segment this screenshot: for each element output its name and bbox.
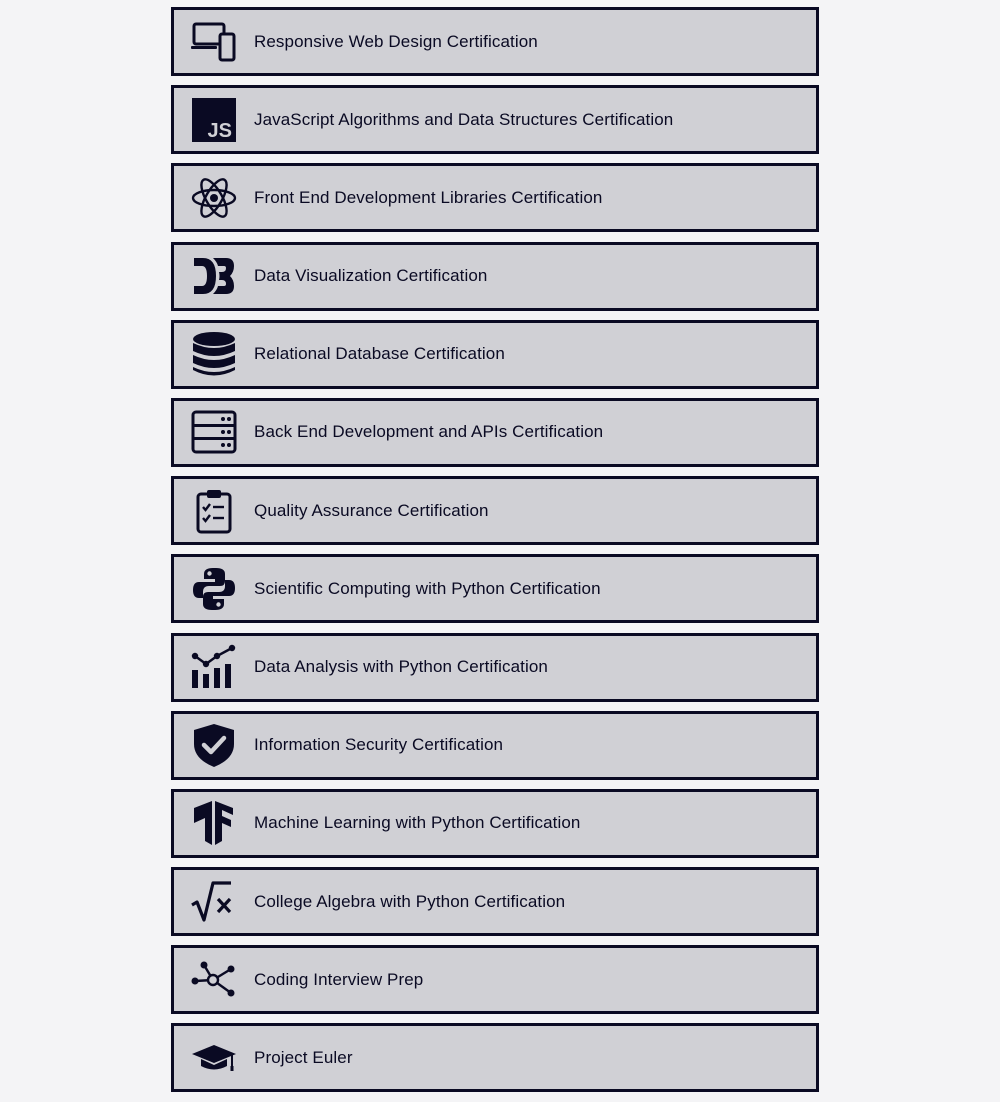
cert-label: Information Security Certification <box>254 735 504 755</box>
tensorflow-icon <box>191 800 237 846</box>
cert-label: JavaScript Algorithms and Data Structures Certification <box>254 109 674 129</box>
cert-label: Coding Interview Prep <box>254 969 424 989</box>
javascript-icon <box>191 97 237 143</box>
square-root-icon <box>191 879 237 925</box>
cert-scientific-computing-python-button[interactable] <box>171 554 819 623</box>
certification-list <box>171 7 819 1102</box>
cert-information-security-button[interactable] <box>171 711 819 780</box>
cert-back-end-apis-button[interactable] <box>171 398 819 467</box>
cert-college-algebra-python-button[interactable] <box>171 867 819 936</box>
project-euler-button[interactable] <box>171 1023 819 1092</box>
cert-quality-assurance-button[interactable] <box>171 476 819 545</box>
algorithm-graph-icon <box>191 957 237 1003</box>
cert-label: Quality Assurance Certification <box>254 500 489 520</box>
cert-label: Data Analysis with Python Certification <box>254 657 548 676</box>
cert-machine-learning-python-button[interactable] <box>171 789 819 858</box>
cert-label: Project Euler <box>254 1047 353 1067</box>
cert-label: Front End Development Libraries Certification <box>254 187 603 207</box>
cert-javascript-algorithms-button[interactable] <box>171 85 819 154</box>
d3-icon <box>191 253 237 299</box>
cert-label: Machine Learning with Python Certification <box>254 813 581 833</box>
analytics-chart-icon <box>191 644 237 690</box>
cert-label: College Algebra with Python Certification <box>254 891 566 911</box>
database-icon <box>191 331 237 377</box>
server-icon <box>191 409 237 455</box>
graduation-cap-icon <box>191 1035 237 1081</box>
cert-data-analysis-python-button[interactable] <box>171 633 819 702</box>
python-icon <box>191 566 237 612</box>
cert-label: Responsive Web Design Certification <box>254 31 538 51</box>
cert-data-visualization-button[interactable] <box>171 242 819 311</box>
cert-responsive-web-design-button[interactable] <box>171 7 819 76</box>
responsive-devices-icon <box>191 19 237 65</box>
cert-label: Back End Development and APIs Certification <box>254 422 604 442</box>
react-atom-icon <box>191 175 237 221</box>
clipboard-checklist-icon <box>191 488 237 534</box>
cert-label: Scientific Computing with Python Certification <box>254 578 601 598</box>
coding-interview-prep-button[interactable] <box>171 945 819 1014</box>
cert-label: Relational Database Certification <box>254 344 505 364</box>
cert-label: Data Visualization Certification <box>254 266 488 286</box>
cert-relational-database-button[interactable] <box>171 320 819 389</box>
cert-front-end-libraries-button[interactable] <box>171 163 819 232</box>
svg-text:JS: JS <box>207 119 232 142</box>
shield-check-icon <box>191 722 237 768</box>
